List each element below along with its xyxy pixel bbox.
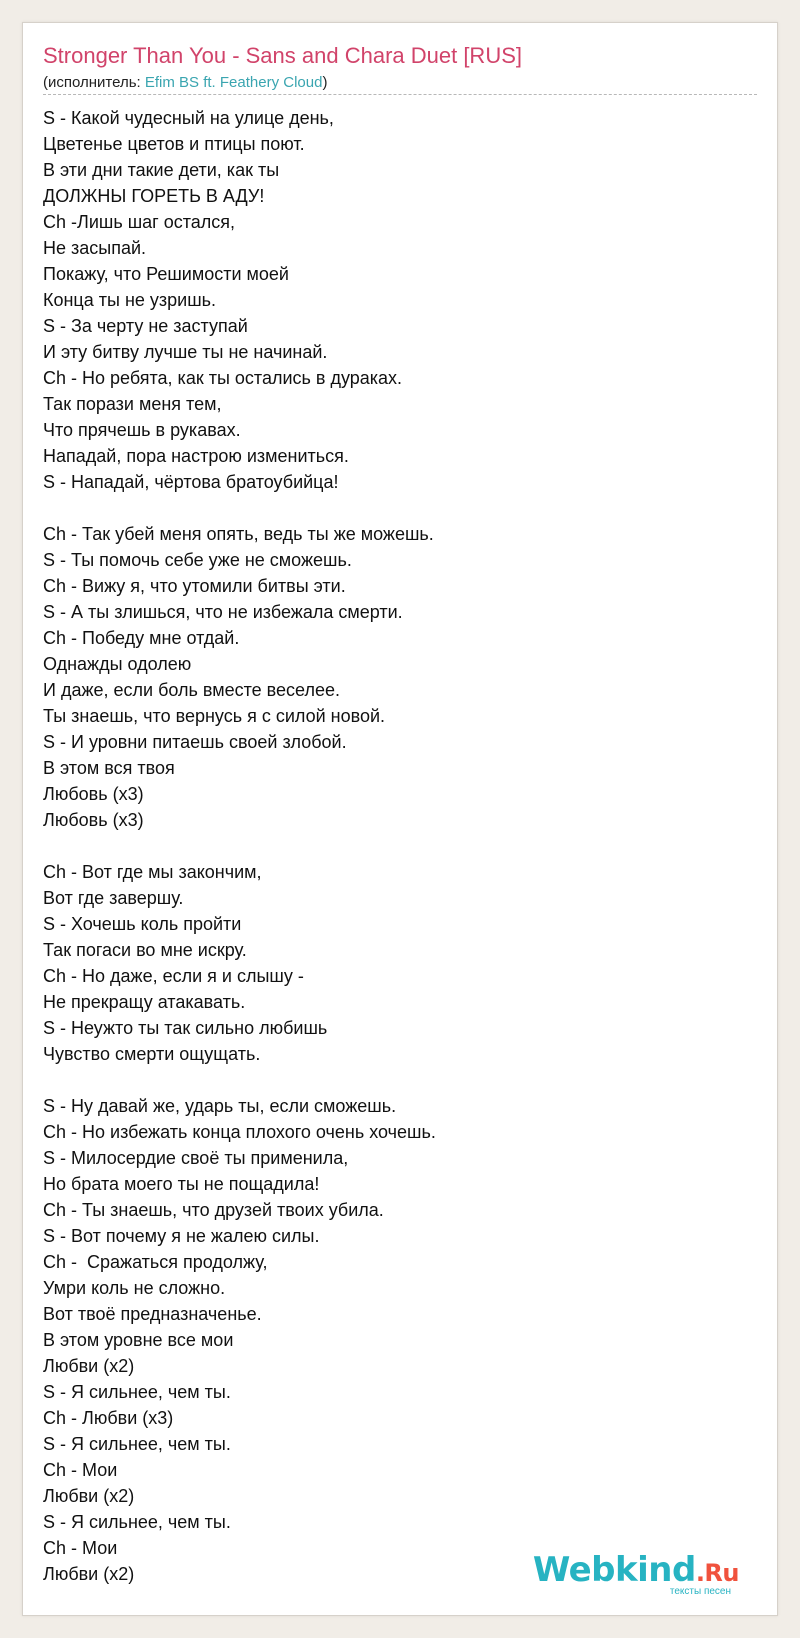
lyrics-line: S - Какой чудесный на улице день, — [43, 108, 334, 128]
webkind-tagline: тексты песен — [669, 1586, 731, 1597]
lyrics-line: Ch - Любви (x3) — [43, 1408, 174, 1428]
lyrics-line: Любовь (x3) — [43, 810, 144, 830]
lyrics-stanza-break — [43, 1067, 743, 1093]
webkind-logo — [532, 1550, 739, 1597]
song-title: Stronger Than You - Sans and Chara Duet [RUS] — [43, 43, 522, 68]
lyrics-line: Любви (x2) — [43, 1564, 135, 1584]
lyrics-line: И даже, если боль вместе веселее. — [43, 680, 340, 700]
lyrics-line: S - Я сильнее, чем ты. — [43, 1434, 231, 1454]
lyrics-line: Ch -Лишь шаг остался, — [43, 212, 236, 232]
artist-line — [43, 74, 327, 91]
lyrics-line: S - Я сильнее, чем ты. — [43, 1382, 231, 1402]
lyrics-line: S - Ну давай же, ударь ты, если сможешь. — [43, 1096, 397, 1116]
lyrics-line: Ch - Сражаться продолжу, — [43, 1252, 268, 1272]
lyrics-line: Не засыпай. — [43, 238, 147, 258]
lyrics-line: Нападай, пора настрою измениться. — [43, 446, 349, 466]
lyrics-line: S - Нападай, чёртова братоубийца! — [43, 472, 339, 492]
lyrics-line: В этом уровне все мои — [43, 1330, 234, 1350]
lyrics-line: Любовь (x3) — [43, 784, 144, 804]
lyrics-line: S - Милосердие своё ты применила, — [43, 1148, 349, 1168]
lyrics-line: И эту битву лучше ты не начинай. — [43, 342, 328, 362]
lyrics-line: Цветенье цветов и птицы поют. — [43, 134, 305, 154]
lyrics-line: Ch - Так убей меня опять, ведь ты же можешь. — [43, 524, 434, 544]
lyrics-line: Ch - Вот где мы закончим, — [43, 862, 262, 882]
lyrics-line: S - Ты помочь себе уже не сможешь. — [43, 550, 352, 570]
artist-prefix: (исполнитель: — [43, 74, 145, 91]
lyrics-line: Ch - Мои — [43, 1538, 118, 1558]
webkind-tld: .Ru — [695, 1559, 739, 1587]
lyrics-line: Вот твоё предназначенье. — [43, 1304, 262, 1324]
lyrics-line: Ch - Но ребята, как ты остались в дураках. — [43, 368, 403, 388]
lyrics-line: В эти дни такие дети, как ты — [43, 160, 280, 180]
lyrics-line: S - Неужто ты так сильно любишь — [43, 1018, 328, 1038]
lyrics-line: Ты знаешь, что вернусь я с силой новой. — [43, 706, 386, 726]
lyrics-line: В этом вся твоя — [43, 758, 175, 778]
lyrics-line: S - И уровни питаешь своей злобой. — [43, 732, 347, 752]
lyrics-line: Ch - Мои — [43, 1460, 118, 1480]
lyrics-line: S - Хочешь коль пройти — [43, 914, 242, 934]
lyrics-line: Но брата моего ты не пощадила! — [43, 1174, 320, 1194]
lyrics-body — [43, 105, 743, 1587]
lyrics-line: Покажу, что Решимости моей — [43, 264, 289, 284]
lyrics-line: Не прекращу атакавать. — [43, 992, 246, 1012]
lyrics-line: Любви (x2) — [43, 1356, 135, 1376]
lyrics-line: S - Вот почему я не жалею силы. — [43, 1226, 320, 1246]
lyrics-line: Однажды одолею — [43, 654, 192, 674]
lyrics-line: Ch - Но даже, если я и слышу - — [43, 966, 304, 986]
artist-suffix: ) — [322, 74, 328, 91]
lyrics-line: S - За черту не заступай — [43, 316, 248, 336]
webkind-name: Webkind — [532, 1550, 696, 1590]
lyrics-line: S - Я сильнее, чем ты. — [43, 1512, 231, 1532]
lyrics-line: Вот где завершу. — [43, 888, 184, 908]
lyrics-line: Конца ты не узришь. — [43, 290, 217, 310]
lyrics-line: Умри коль не сложно. — [43, 1278, 226, 1298]
lyrics-line: Так порази меня тем, — [43, 394, 222, 414]
artist-link[interactable]: Efim BS ft. Feathery Cloud — [144, 74, 323, 91]
lyrics-line: Так погаси во мне искру. — [43, 940, 247, 960]
title-divider — [43, 94, 757, 95]
lyrics-stanza-break — [43, 495, 743, 521]
lyrics-line: Чувство смерти ощущать. — [43, 1044, 261, 1064]
lyrics-card — [22, 22, 778, 1616]
lyrics-line: ДОЛЖНЫ ГОРЕТЬ В АДУ! — [43, 186, 265, 206]
lyrics-line: Что прячешь в рукавах. — [43, 420, 241, 440]
lyrics-line: Ch - Ты знаешь, что друзей твоих убила. — [43, 1200, 384, 1220]
lyrics-line: Ch - Но избежать конца плохого очень хочешь. — [43, 1122, 436, 1142]
lyrics-line: Ch - Вижу я, что утомили битвы эти. — [43, 576, 346, 596]
lyrics-line: S - А ты злишься, что не избежала смерти. — [43, 602, 403, 622]
lyrics-stanza-break — [43, 833, 743, 859]
lyrics-line: Ch - Победу мне отдай. — [43, 628, 240, 648]
lyrics-line: Любви (x2) — [43, 1486, 135, 1506]
